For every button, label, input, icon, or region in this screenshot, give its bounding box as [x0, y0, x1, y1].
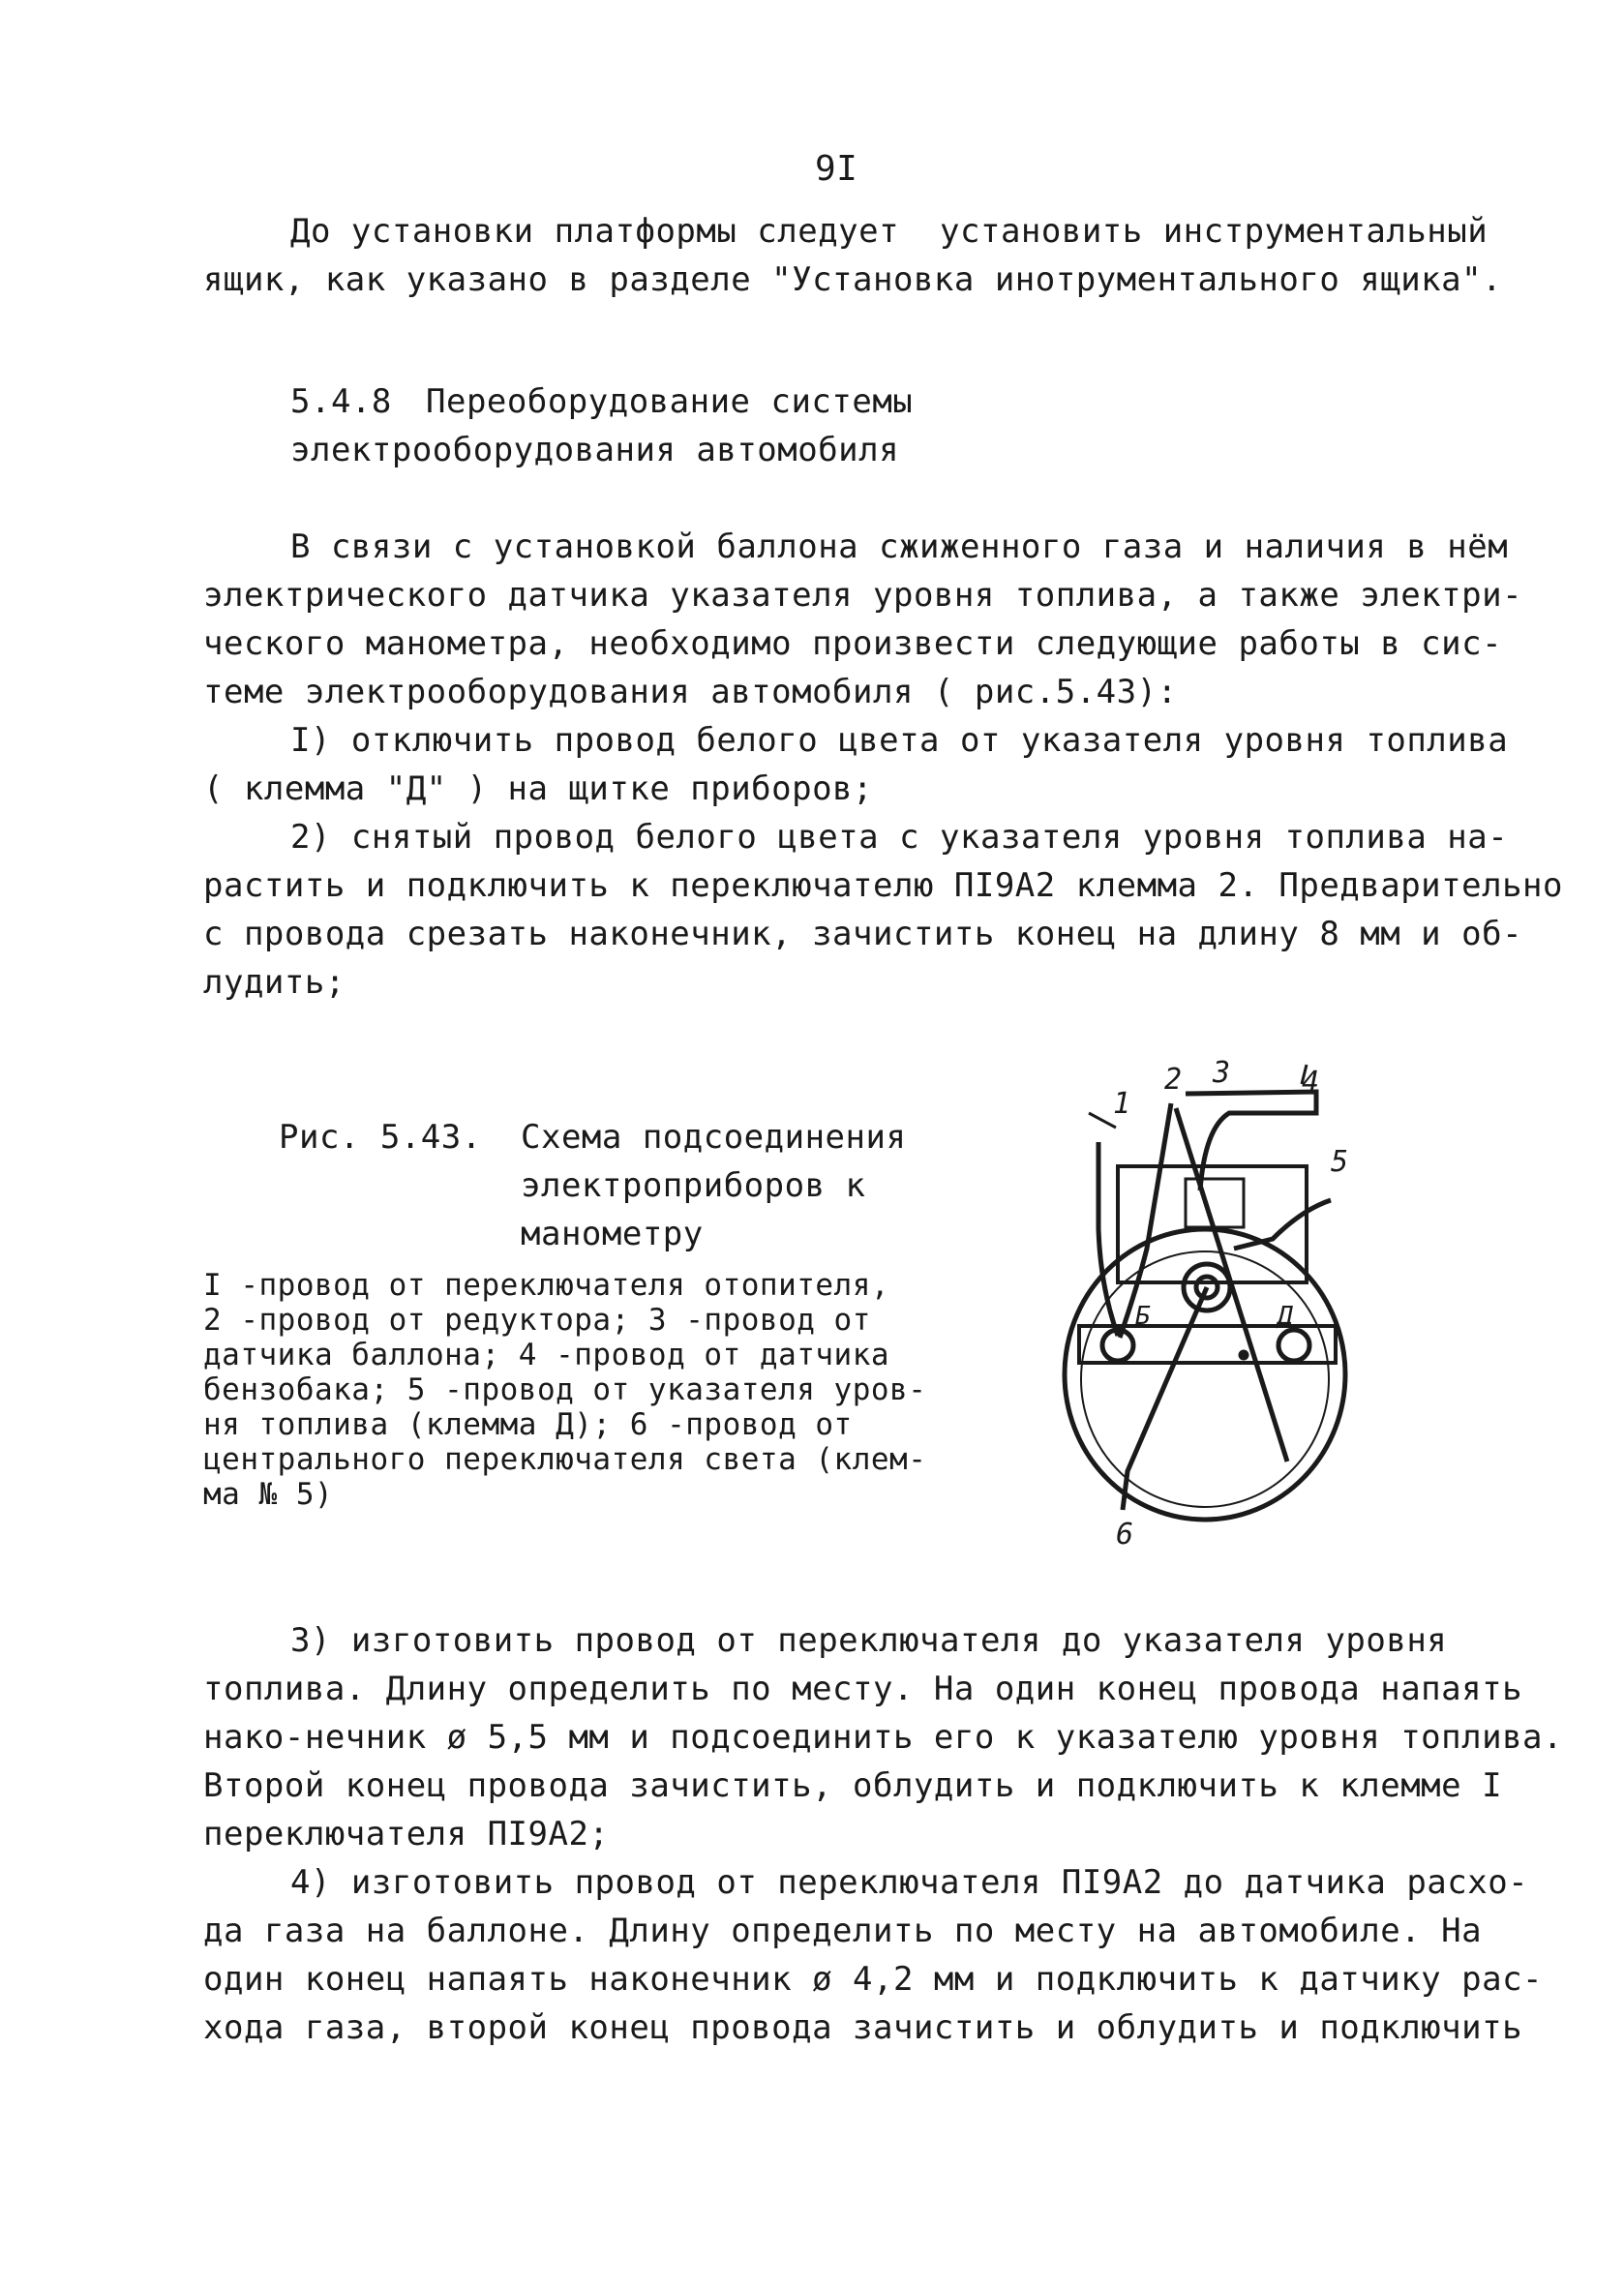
figure-label: Рис. 5.43. — [279, 1118, 482, 1157]
list-item-line: топлива. Длину определить по месту. На один конец провода напаять — [203, 1670, 1523, 1708]
paragraph-line: ческого манометра, необходимо произвести следующие работы в сис- — [203, 624, 1503, 663]
figure-title: манометру — [521, 1215, 704, 1253]
figure-legend-line: ма № 5) — [203, 1477, 334, 1512]
callout-6: 6 — [1116, 1518, 1134, 1552]
list-item-line: хода газа, второй конец провода зачистить и облудить и подключить — [203, 2008, 1523, 2047]
figure-legend-line: ня топлива (клемма Д); 6 -провод от — [203, 1407, 853, 1442]
list-item-line: ( клемма "Д" ) на щитке приборов; — [203, 769, 874, 808]
housing-window — [1186, 1179, 1244, 1227]
list-item-line: один конец напаять наконечник ø 4,2 мм и подключить к датчику рас- — [203, 1960, 1544, 1999]
figure-legend-line: бензобака; 5 -провод от указателя уров- — [203, 1372, 927, 1407]
intro-line-1: До установки платформы следует установить инструментальный — [290, 212, 1489, 251]
figure-legend-line: 2 -провод от редуктора; 3 -провод от — [203, 1303, 871, 1338]
list-item-line: да газа на баллоне. Длину определить по месту на автомобиле. На — [203, 1912, 1483, 1950]
paragraph-line: электрического датчика указателя уровня топлива, а также электри- — [203, 576, 1523, 615]
list-item-line: 2) снятый провод белого цвета с указателя уровня топлива на- — [290, 818, 1509, 857]
figure-legend-line: датчика баллона; 4 -провод от датчика — [203, 1338, 890, 1372]
wire-5 — [1234, 1200, 1331, 1249]
paragraph-line: теме электрооборудования автомобиля ( рис.5.43): — [203, 673, 1178, 711]
paragraph-line: В связи с установкой баллона сжиженного газа и наличия в нём — [290, 527, 1509, 566]
figure-title: электроприборов к — [521, 1166, 866, 1205]
list-item-line: переключателя ПI9А2; — [203, 1815, 610, 1853]
figure-legend-line: I -провод от переключателя отопителя, — [203, 1268, 890, 1303]
intro-line-2: ящик, как указано в разделе "Установка инотрументального ящика". — [203, 260, 1503, 299]
callout-4: 4 — [1302, 1066, 1320, 1100]
list-item-line: 3) изготовить провод от переключателя до указателя уровня — [290, 1621, 1448, 1660]
list-item-line: I) отключить провод белого цвета от указателя уровня топлива — [290, 721, 1509, 760]
list-item-line: растить и подключить к переключателю ПI9А2 клемма 2. Предварительно — [203, 866, 1563, 905]
callout-1: 1 — [1113, 1087, 1131, 1121]
section-title: Переоборудование системы — [426, 382, 914, 421]
wire-1 — [1098, 1142, 1118, 1336]
terminal-label-d: Д — [1278, 1302, 1293, 1331]
list-item-line: нако-нечник ø 5,5 мм и подсоединить его к указателю уровня топлива. — [203, 1718, 1563, 1757]
callout-3: 3 — [1213, 1056, 1231, 1090]
list-item-line: лудить; — [203, 963, 346, 1002]
gauge-body — [1065, 1229, 1345, 1520]
list-item-line: 4) изготовить провод от переключателя ПI9А2 до датчика расхо- — [290, 1863, 1529, 1902]
callout-2: 2 — [1164, 1063, 1183, 1097]
section-title-cont: электрооборудования автомобиля — [290, 431, 900, 469]
list-item-line: Второй конец провода зачистить, облудить и подключить к клемме I — [203, 1766, 1503, 1805]
wire-2-cross — [1176, 1108, 1287, 1461]
manometer-wiring-diagram — [1040, 1055, 1369, 1558]
wire-3 — [1186, 1092, 1316, 1190]
page-number: 9I — [815, 149, 858, 189]
figure-legend-line: центрального переключателя света (клем- — [203, 1442, 927, 1477]
figure-title: Схема подсоединения — [521, 1118, 907, 1157]
terminal-d — [1278, 1330, 1309, 1361]
terminal-label-b: Б — [1135, 1302, 1151, 1331]
callout-5: 5 — [1331, 1145, 1349, 1179]
section-number: 5.4.8 — [290, 382, 392, 421]
list-item-line: с провода срезать наконечник, зачистить конец на длину 8 мм и об- — [203, 915, 1523, 953]
